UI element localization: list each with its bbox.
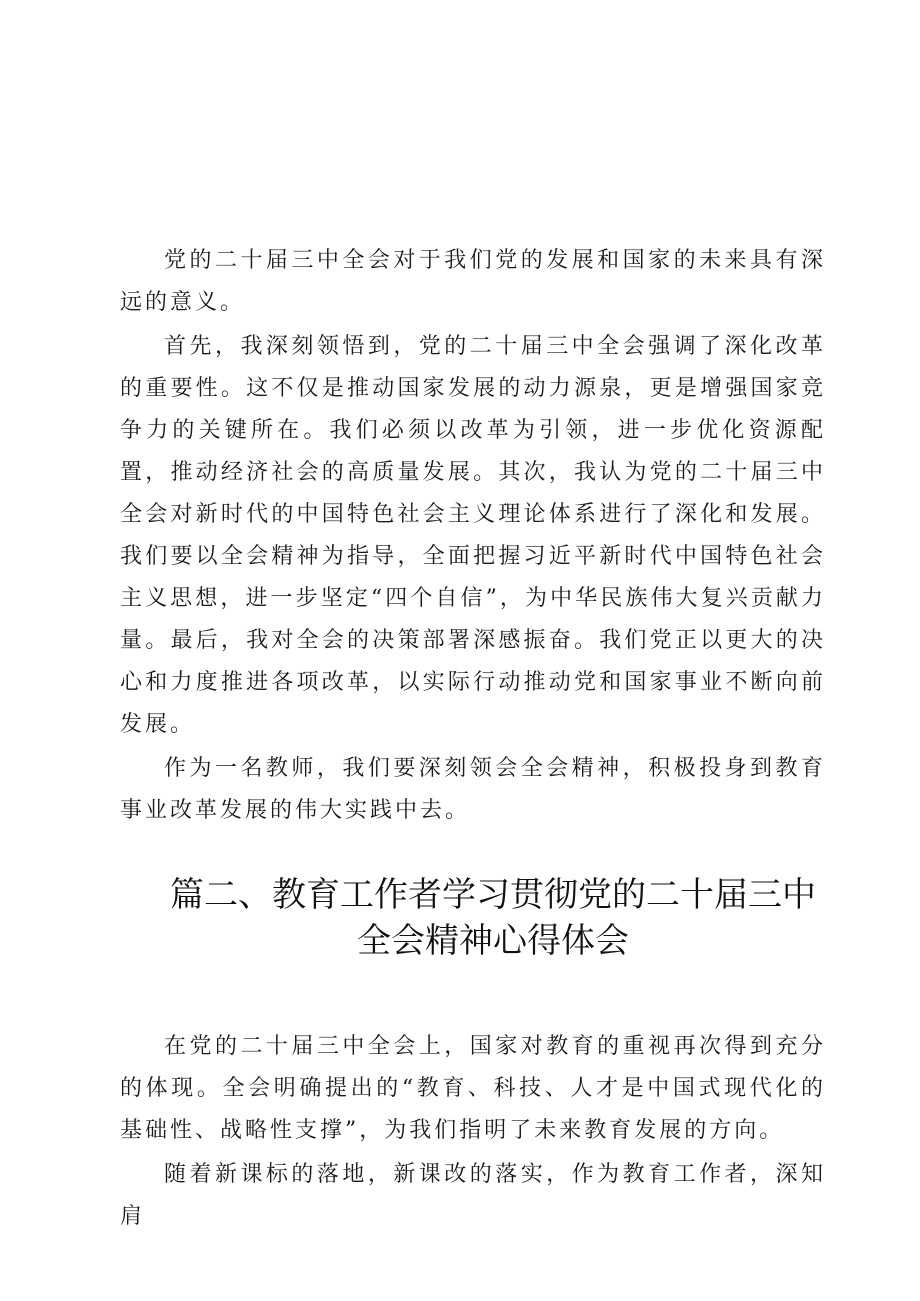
paragraph: 随着新课标的落地，新课改的落实，作为教育工作者，深知肩 <box>120 1162 826 1229</box>
section-heading: 篇二、教育工作者学习贯彻党的二十届三中全会精神心得体会 <box>170 875 816 961</box>
paragraph: 在党的二十届三中全会上，国家对教育的重视再次得到充分的体现。全会明确提出的“教育、科技、人才是中国式现代化的基础性、战略性支撑”，为我们指明了未来教育发展的方向。 <box>120 1034 826 1143</box>
paragraph: 作为一名教师，我们要深刻领会全会精神，积极投身到教育事业改革发展的伟大实践中去。 <box>120 756 826 823</box>
document-body <box>120 240 826 1240</box>
paragraph: 党的二十届三中全会对于我们党的发展和国家的未来具有深远的意义。 <box>120 248 826 315</box>
paragraph: 首先，我深刻领悟到，党的二十届三中全会强调了深化改革的重要性。这不仅是推动国家发展的动力源泉，更是增强国家竞争力的关键所在。我们必须以改革为引领，进一步优化资源配置，推动经济社会的高质量发展。其次，我认为党的二十届三中全会对新时代的中国特色社会主义理论体系进行了深化和发展。我们要以全会精神为指导，全面把握习近平新时代中国特色社会主义思想，进一步坚定“四个自信”，为中华民族伟大复兴贡献力量。最后，我对全会的决策部署深感振奋。我们党正以更大的决心和力度推进各项改革，以实际行动推动党和国家事业不断向前发展。 <box>120 334 826 737</box>
